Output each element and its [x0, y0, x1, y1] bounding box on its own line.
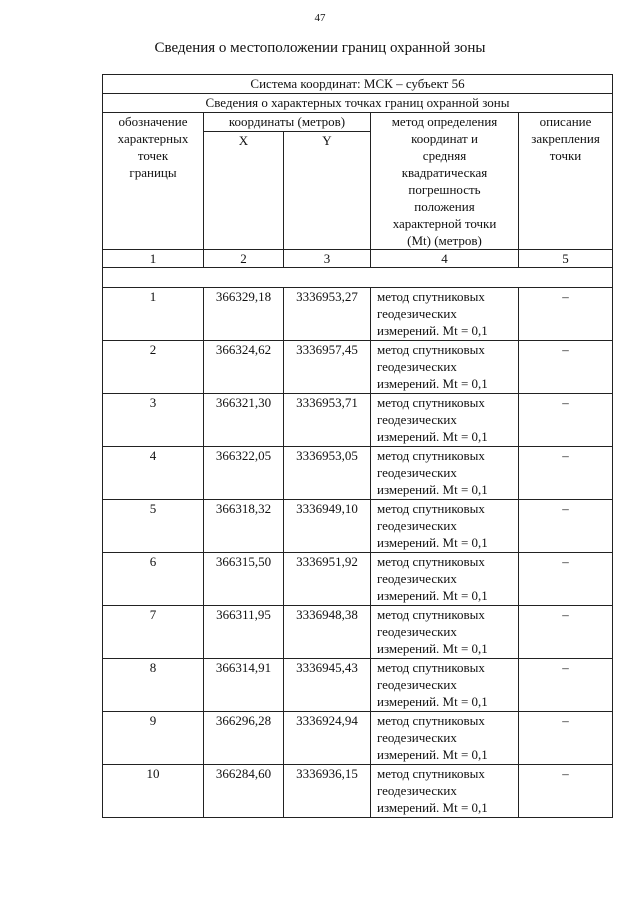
- method-line: метод спутниковых: [377, 395, 485, 410]
- method-line: измерений. Mt = 0,1: [377, 429, 488, 444]
- y-coordinate-cell: 3336953,05: [284, 447, 371, 500]
- header-method-line: средняя: [422, 148, 467, 163]
- x-coordinate-cell: 366322,05: [204, 447, 284, 500]
- column-number: 4: [371, 250, 519, 268]
- point-id-cell: 10: [103, 765, 204, 818]
- point-id-cell: 9: [103, 712, 204, 765]
- table-row: [103, 341, 613, 394]
- method-line: метод спутниковых: [377, 607, 485, 622]
- header-method-line: координат и: [411, 131, 478, 146]
- table-row: [103, 765, 613, 818]
- method-line: метод спутниковых: [377, 713, 485, 728]
- header-method: [371, 113, 519, 250]
- y-coordinate-cell: 3336936,15: [284, 765, 371, 818]
- method-line: измерений. Mt = 0,1: [377, 482, 488, 497]
- header-designation-line: характерных: [117, 131, 189, 146]
- method-cell: [371, 712, 519, 765]
- header-x: X: [204, 132, 284, 250]
- method-cell: [371, 341, 519, 394]
- column-number: 1: [103, 250, 204, 268]
- method-line: метод спутниковых: [377, 766, 485, 781]
- method-line: геодезических: [377, 518, 457, 533]
- method-line: метод спутниковых: [377, 501, 485, 516]
- description-cell: –: [519, 659, 613, 712]
- method-line: геодезических: [377, 624, 457, 639]
- empty-row: [103, 268, 613, 288]
- column-number: 3: [284, 250, 371, 268]
- y-coordinate-cell: 3336951,92: [284, 553, 371, 606]
- coordinate-system-label: Система координат: МСК – субъект 56: [103, 75, 613, 94]
- method-line: геодезических: [377, 730, 457, 745]
- x-coordinate-cell: 366329,18: [204, 288, 284, 341]
- method-line: геодезических: [377, 571, 457, 586]
- x-coordinate-cell: 366315,50: [204, 553, 284, 606]
- description-cell: –: [519, 500, 613, 553]
- method-line: геодезических: [377, 783, 457, 798]
- column-number: 2: [204, 250, 284, 268]
- description-cell: –: [519, 341, 613, 394]
- y-coordinate-cell: 3336953,71: [284, 394, 371, 447]
- header-y: Y: [284, 132, 371, 250]
- point-id-cell: 1: [103, 288, 204, 341]
- page-title: Сведения о местоположении границ охранной зоны: [154, 40, 486, 56]
- y-coordinate-cell: 3336945,43: [284, 659, 371, 712]
- description-cell: –: [519, 394, 613, 447]
- method-line: измерений. Mt = 0,1: [377, 323, 488, 338]
- method-line: геодезических: [377, 677, 457, 692]
- x-coordinate-cell: 366314,91: [204, 659, 284, 712]
- header-designation: [103, 113, 204, 250]
- header-method-line: погрешность: [408, 182, 481, 197]
- method-cell: [371, 500, 519, 553]
- table-row: [103, 659, 613, 712]
- method-cell: [371, 394, 519, 447]
- method-line: измерений. Mt = 0,1: [377, 588, 488, 603]
- table-row: [103, 447, 613, 500]
- description-cell: –: [519, 553, 613, 606]
- header-description: [519, 113, 613, 250]
- header-method-line: квадратическая: [401, 165, 488, 180]
- method-cell: [371, 288, 519, 341]
- method-cell: [371, 765, 519, 818]
- header-designation-line: точек: [137, 148, 169, 163]
- method-line: метод спутниковых: [377, 289, 485, 304]
- header-designation-line: обозначение: [118, 114, 188, 129]
- column-number: 5: [519, 250, 613, 268]
- description-cell: –: [519, 712, 613, 765]
- header-method-line: характерной точки: [392, 216, 497, 231]
- description-cell: –: [519, 606, 613, 659]
- y-coordinate-cell: 3336949,10: [284, 500, 371, 553]
- x-coordinate-cell: 366311,95: [204, 606, 284, 659]
- method-line: геодезических: [377, 306, 457, 321]
- empty-cell: [103, 268, 613, 288]
- table-row: [103, 712, 613, 765]
- header-description-line: описание: [539, 114, 592, 129]
- y-coordinate-cell: 3336948,38: [284, 606, 371, 659]
- method-line: метод спутниковых: [377, 554, 485, 569]
- point-id-cell: 2: [103, 341, 204, 394]
- point-id-cell: 7: [103, 606, 204, 659]
- description-cell: –: [519, 288, 613, 341]
- method-line: измерений. Mt = 0,1: [377, 535, 488, 550]
- x-coordinate-cell: 366324,62: [204, 341, 284, 394]
- points-section-label: Сведения о характерных точках границ охранной зоны: [103, 94, 613, 113]
- header-description-line: закрепления: [531, 131, 600, 146]
- table-row: [103, 394, 613, 447]
- y-coordinate-cell: 3336924,94: [284, 712, 371, 765]
- point-id-cell: 5: [103, 500, 204, 553]
- method-line: измерений. Mt = 0,1: [377, 641, 488, 656]
- header-description-line: точки: [549, 148, 582, 163]
- method-line: измерений. Mt = 0,1: [377, 747, 488, 762]
- method-cell: [371, 447, 519, 500]
- page-number: 47: [314, 12, 326, 24]
- method-line: измерений. Mt = 0,1: [377, 694, 488, 709]
- header-method-line: положения: [414, 199, 475, 214]
- header-method-line: (Mt) (метров): [407, 233, 482, 248]
- description-cell: –: [519, 765, 613, 818]
- method-line: метод спутниковых: [377, 660, 485, 675]
- table-row: [103, 606, 613, 659]
- boundary-points-table: [102, 74, 613, 818]
- table-row: [103, 288, 613, 341]
- point-id-cell: 4: [103, 447, 204, 500]
- x-coordinate-cell: 366321,30: [204, 394, 284, 447]
- point-id-cell: 3: [103, 394, 204, 447]
- y-coordinate-cell: 3336957,45: [284, 341, 371, 394]
- method-cell: [371, 553, 519, 606]
- x-coordinate-cell: 366284,60: [204, 765, 284, 818]
- header-method-line: метод определения: [391, 114, 498, 129]
- method-cell: [371, 606, 519, 659]
- method-cell: [371, 659, 519, 712]
- method-line: метод спутниковых: [377, 448, 485, 463]
- description-cell: –: [519, 447, 613, 500]
- method-line: геодезических: [377, 465, 457, 480]
- point-id-cell: 6: [103, 553, 204, 606]
- method-line: геодезических: [377, 359, 457, 374]
- method-line: измерений. Mt = 0,1: [377, 376, 488, 391]
- x-coordinate-cell: 366296,28: [204, 712, 284, 765]
- table-row: [103, 500, 613, 553]
- y-coordinate-cell: 3336953,27: [284, 288, 371, 341]
- method-line: метод спутниковых: [377, 342, 485, 357]
- method-line: геодезических: [377, 412, 457, 427]
- method-line: измерений. Mt = 0,1: [377, 800, 488, 815]
- x-coordinate-cell: 366318,32: [204, 500, 284, 553]
- header-coordinates: координаты (метров): [204, 113, 371, 132]
- table-row: [103, 553, 613, 606]
- header-designation-line: границы: [129, 165, 177, 180]
- point-id-cell: 8: [103, 659, 204, 712]
